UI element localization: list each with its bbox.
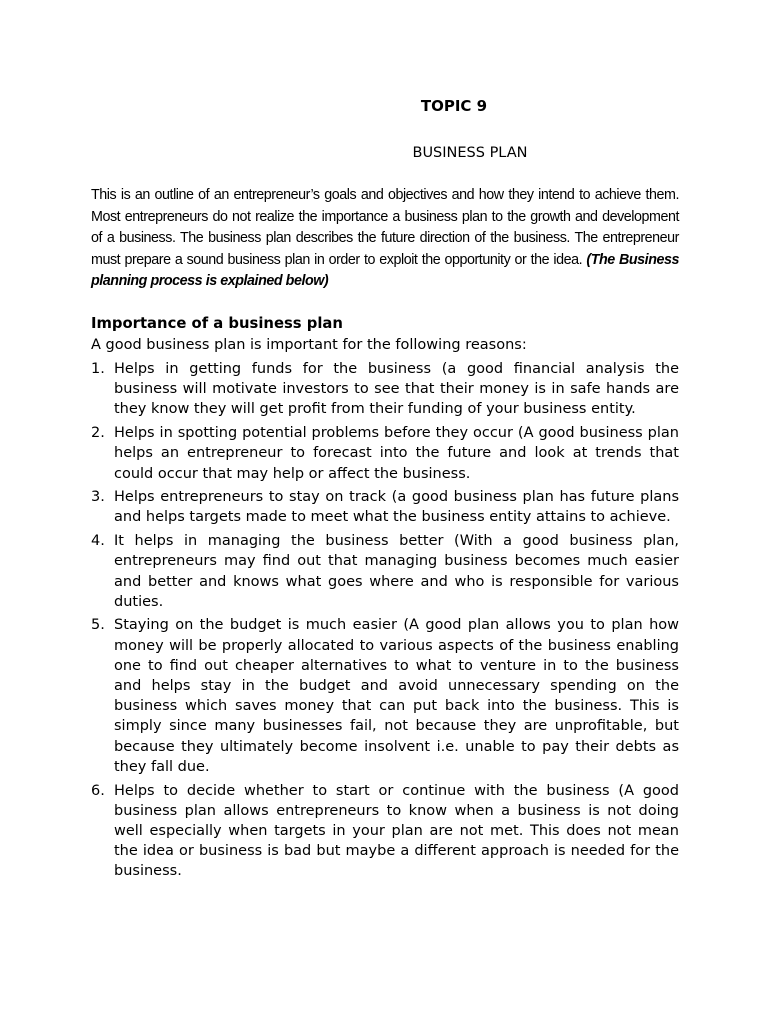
list-item bbox=[91, 487, 679, 527]
list-item-text: Staying on the budget is much easier (A good plan allows you to plan how money will be properly allocated to various aspects of the business enabling one to find out cheaper alternatives to what to venture in to the business and helps stay in the budget and avoid unnecessary spending on the business which saves money that can put back into the business. This is simply since many businesses fail, not because they are unprofitable, but because they ultimately become insolvent i.e. unable to pay their debts as they fall due. bbox=[114, 617, 679, 775]
topic-title: TOPIC 9 bbox=[420, 97, 488, 115]
list-item bbox=[91, 781, 679, 882]
list-item-number: 3. bbox=[91, 489, 105, 506]
intro-paragraph bbox=[91, 185, 679, 293]
intro-emphasis: (The Business planning process is explained below) bbox=[91, 251, 679, 289]
list-item-text: Helps in spotting potential problems before they occur (A good business plan helps an entrepreneur to forecast into the future and look at trends that could occur that may help or affect the business. bbox=[114, 425, 679, 482]
list-item bbox=[91, 359, 679, 420]
list-item-number: 5. bbox=[91, 617, 105, 634]
list-item bbox=[91, 531, 679, 612]
list-item-text: Helps in getting funds for the business (a good financial analysis the business will motivate investors to see that their money is in safe hands are they know they will get profit from their funding of your business entity. bbox=[114, 361, 679, 418]
section-lead: A good business plan is important for the following reasons: bbox=[91, 337, 527, 353]
list-item bbox=[91, 423, 679, 484]
list-item-number: 1. bbox=[91, 361, 105, 377]
section-heading: Importance of a business plan bbox=[91, 315, 343, 332]
list-item-number: 2. bbox=[91, 425, 105, 442]
list-item-number: 4. bbox=[91, 533, 105, 550]
list-item-number: 6. bbox=[91, 782, 105, 799]
list-item-text: It helps in managing the business better (With a good business plan, entrepreneurs may find out that managing business becomes much easier and better and knows what goes where and who is responsible for various duties. bbox=[114, 533, 679, 610]
reasons-list bbox=[91, 359, 679, 885]
list-item-text: Helps to decide whether to start or continue with the business (A good business plan allows entrepreneurs to know when a business is not doing well especially when targets in your plan are not met. This does not mean the idea or business is bad but maybe a different approach is needed for the business. bbox=[114, 782, 679, 880]
list-item-text: Helps entrepreneurs to stay on track (a good business plan has future plans and helps targets made to meet what the business entity attains to achieve. bbox=[114, 489, 679, 526]
document-subtitle: BUSINESS PLAN bbox=[412, 145, 528, 161]
intro-text: This is an outline of an entrepreneur’s goals and objectives and how they intend to achieve them. Most entrepreneurs do not realize the importance a business plan to the growth and development of a business. The business plan describes the future direction of the business. The entrepreneur must prepare a sound business plan in order to exploit the opportunity or the idea. bbox=[91, 187, 679, 268]
list-item bbox=[91, 615, 679, 777]
